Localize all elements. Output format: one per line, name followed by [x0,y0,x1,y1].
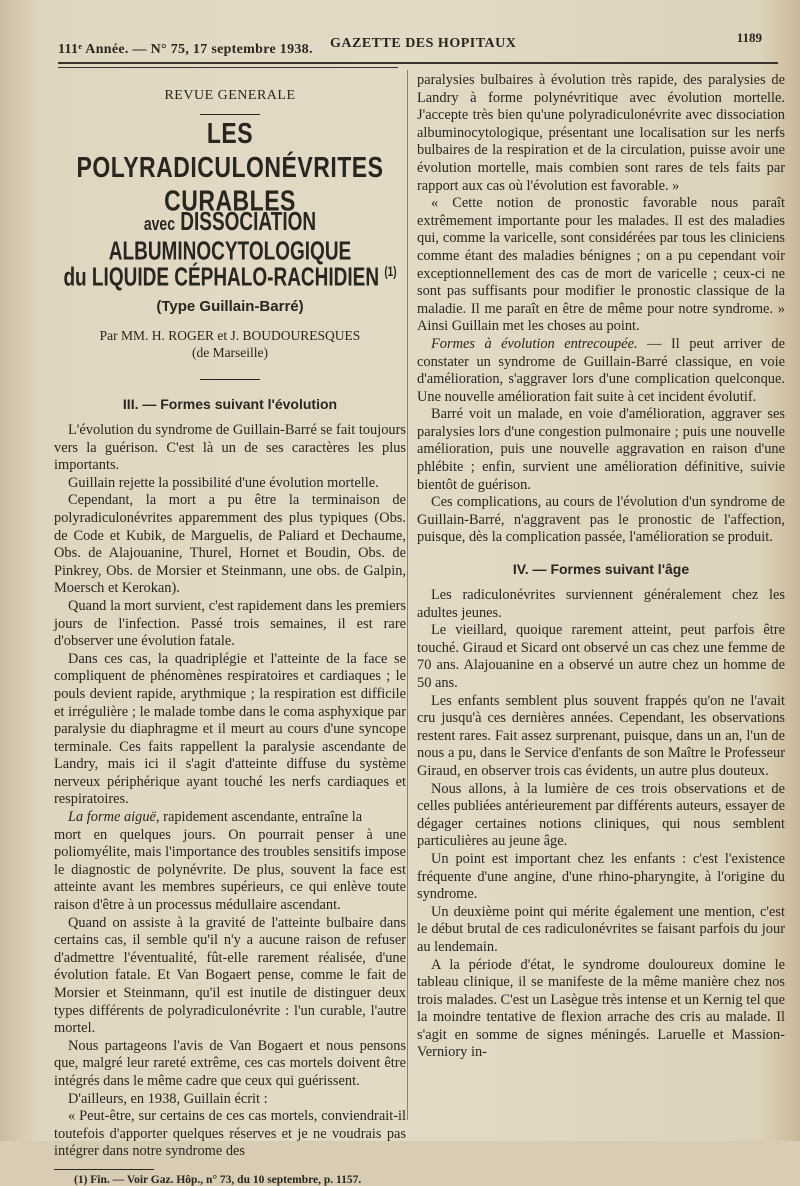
paragraph: Les enfants semblent plus souvent frappés qu'on ne l'avait cru jusqu'à ces dernières années. Cependant, les observations restent rares. Fait assez surprenant, puisque, dans un an, l'un de nous a pu, dans le Service d'enfants de son Maître le Professeur Giraud, en observer trois cas évidents, un autre plus douteux. [417,692,785,779]
entrecoupee-label: Formes à évolution entrecoupée. [431,335,638,352]
paragraph-entrecoupee [417,336,785,406]
paragraph: Ces complications, au cours de l'évolution d'un syndrome de Guillain-Barré, n'aggravent pas le pronostic de l'affection, puisque, dès la complication passée, l'amélioration se produit. [417,494,785,546]
paragraph: Quand la mort survient, c'est rapidement dans les premiers jours de l'infection. Passé trois semaines, il est rare d'observer une évolution fatale. [54,597,406,650]
section-label: REVUE GENERALE [164,88,296,103]
paragraph-forme-aigue [54,809,406,827]
paragraph: A la période d'état, le syndrome douloureux domine le tableau clinique, il se manifeste de la même manière chez nos trois malades. C'est un Lasègue très intense et un Kernig tel que la moindre tentative de flexion arrache des cris au malade. Il s'agit en somme de signes méningés. Laruelle et Massion-Verniory in- [417,956,785,1061]
paragraph: Nous allons, à la lumière de ces trois observations et de celles publiées antérieurement par différents auteurs, essayer de dégager certaines notions cliniques, qui nous semblent particulières au jeune âge. [417,780,785,850]
issue-line: 111ᵉ Année. — N° 75, 17 septembre 1938. [58,42,313,57]
paragraph: Les radiculonévrites surviennent généralement chez les adultes jeunes. [417,587,785,621]
article-title-line1: LES POLYRADICULONÉVRITES CURABLES [76,116,384,217]
divider [200,114,260,115]
footnote: (1) Fin. — Voir Gaz. Hôp., n° 73, du 10 septembre, p. 1157. [74,1173,362,1186]
header-subrule [58,67,398,68]
forme-aigue-text: rapidement ascendante, entraîne la [163,809,363,826]
left-column [54,82,406,1186]
section-heading: III. — Formes suivant l'évolution [122,396,338,412]
paragraph: Un deuxième point qui mérite également une mention, c'est le début brutal de ces radiculonévrites se faisant parfois du jour au lendemain. [417,903,785,955]
column-divider [407,70,408,1120]
paragraph: D'ailleurs, en 1938, Guillain écrit : [68,1090,268,1107]
page-number: 1189 [736,30,762,45]
title-footnote-ref: (1) [384,265,397,280]
title-line2-text: DISSOCIATION ALBUMINOCYTOLOGIQUE [108,208,352,267]
paragraph: Guillain rejette la possibilité d'une évolution mortelle. [68,474,379,491]
footnote-rule [54,1169,154,1170]
section-heading: IV. — Formes suivant l'âge [512,561,690,578]
paragraph: Cependant, la mort a pu être la terminaison de polyradiculonévrites apparemment des plus typiques (Obs. de Code et Kubik, de Marguelis, de Paliard et Dechaume, Obs. de Alajouanine, Thurel, Hornet et Boudin, Obs. de Pinkrey, Obs. de Morsier et Steinmann, une obs. de Galpin, Moersch et Kerokan). [54,492,406,597]
entrecoupee-text: — Il peut arriver de constater un syndrome de Guillain-Barré classique, en voie d'amélioration, s'aggraver lors d'une complication quelconque. Une nouvelle amélioration fait suite à cet incident évolutif. [417,335,785,405]
paragraph: mort en quelques jours. On pourrait penser à une poliomyélite, mais l'importance des troubles sensitifs impose le diagnostic de polynévrite. De plus, souvent la face est atteinte avant les membres supérieurs, ce qui enlève toute raison d'être à un processus médullaire ascendant. [54,826,406,914]
paragraph: L'évolution du syndrome de Guillain-Barré se fait toujours vers la guérison. C'est là un de ses caractères les plus importants. [54,422,406,474]
paragraph: paralysies bulbaires à évolution très rapide, des paralysies de Landry à forme polynévritique avec évolution mortelle. J'accepte très bien qu'une polyradiculonévrite avec dissociation albuminocytologique, présentant une localisation sur les nerfs bulbaires de la respiration et de la circulation, puisse avoir une évolution mortelle, mais combien sont rares de tels faits par rapport aux cas où l'évolution est favorable. » [417,72,785,194]
title-prefix: avec [143,212,176,234]
author-line: Par MM. H. ROGER et J. BOUDOURESQUES [99,328,361,343]
paragraph: Nous partageons l'avis de Van Bogaert et nous pensons que, malgré leur rareté extrême, ces cas mortels doivent être intégrés dans le même cadre que ceux qui guérissent. [54,1037,406,1089]
title-line3-text: du LIQUIDE CÉPHALO-RACHIDIEN [63,264,380,293]
article-title-line3 [54,264,406,294]
paragraph: « Cette notion de pronostic favorable nous paraît extrêmement importante pour les malades. Il est des maladies qui, comme la varicelle, sont considérées par tous les cliniciens comme étant des maladies bénignes ; on a pu cependant voir exceptionnellement des cas de mort de varicelle ; ceux-ci ne sont pas suffisants pour modifier le pronostic classique de la maladie. Il me paraît en être de même pour notre syndrome. » Ainsi Guillain met les choses au point. [417,195,785,335]
paragraph: Dans ces cas, la quadriplégie et l'atteinte de la face se compliquent de phénomènes respiratoires et cardiaques ; le pouls devient rapide, arythmique ; la respiration est difficile et irrégulière ; le malade tombe dans le coma asphyxique par paralysie du diaphragme et il meurt au cours d'une syncope terminale. Ces faits rappellent la paralysie ascendante de Landry, mais ici il s'agit d'atteinte diffuse du système nerveux périphérique ayant touché les nerfs cardiaques et respiratoires. [54,650,406,808]
affiliation: (de Marseille) [191,345,269,360]
paragraph: « Peut-être, sur certains de ces cas mortels, conviendrait-il toutefois d'apporter quelques réserves et je ne voudrais pas intégrer dans notre syndrome des [54,1108,406,1160]
journal-title: GAZETTE DES HOPITAUX [330,36,517,51]
divider [200,379,260,380]
page-header [58,30,770,64]
article-subtitle: (Type Guillain-Barré) [156,298,304,315]
paragraph: Le vieillard, quoique rarement atteint, peut parfois être touché. Giraud et Sicard ont observé un cas chez une femme de 70 ans. Alajouanine en a observé un autre chez un homme de 50 ans. [417,622,785,691]
header-rule [58,62,778,64]
article-title-line2 [54,208,406,267]
right-column [417,72,785,1062]
forme-aigue-label: La forme aiguë, [68,809,160,826]
paragraph: Barré voit un malade, en voie d'amélioration, aggraver ses paralysies lors d'une congestion pulmonaire ; puis une nouvelle amélioration, puis une nouvelle aggravation en raison d'une phlébite ; enfin, survient une amélioration définitive, suivie bientôt de guérison. [417,406,785,493]
paragraph: Quand on assiste à la gravité de l'atteinte bulbaire dans certains cas, il semble qu'il n'y a aucune raison de refuser d'admettre l'éventualité, fût-elle rarement réalisée, d'une évolution fatale. Et Van Bogaert pense, comme le fait de Morsier et Steinmann, qu'il est inutile de distinguer deux types différents de polyradiculonévrite : l'un curable, l'autre mortel. [54,914,406,1037]
paragraph: Un point est important chez les enfants : c'est l'existence fréquente d'une angine, d'une rhino-pharyngite, à l'origine du syndrome. [417,850,785,903]
